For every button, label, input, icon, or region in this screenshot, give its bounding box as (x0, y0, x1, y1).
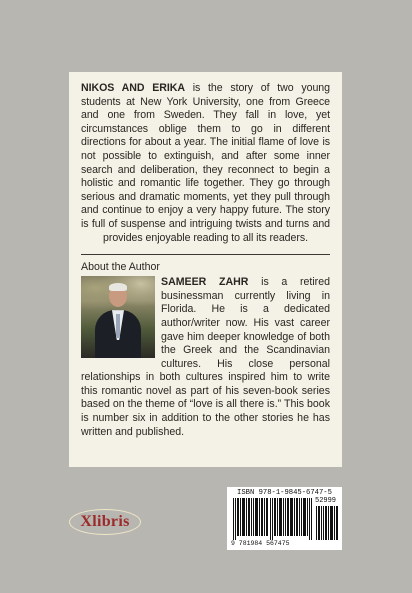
barcode-box (227, 487, 342, 550)
barcode (233, 498, 313, 540)
divider (81, 254, 330, 255)
ean-digits: 9 781984 567475 (231, 540, 290, 547)
book-title: NIKOS AND ERIKA (81, 82, 185, 94)
addon-barcode (316, 506, 338, 540)
about-heading: About the Author (81, 261, 160, 274)
synopsis (81, 82, 330, 245)
author-photo (81, 276, 155, 358)
price-code: 52999 (315, 497, 337, 505)
text-panel (69, 72, 342, 467)
synopsis-text: is the story of two young students at New York University, one from Greece and one from Sweden. They fall in love, yet circumstances oblige them to go in different directions for about a year. The initial flame of love is not possible to extinguish, and after some inner search and deliberation, they reconnect to begin a holistic and romantic life together. They go through serious and dramatic moments, yet they pull through and continue to enjoy a very happy future. The story is full of suspense and intriguing twists and turns and provides enjoyable reading to all its readers. (81, 82, 330, 244)
isbn-text: ISBN 978-1-9845-6747-5 (237, 489, 332, 497)
author-name: SAMEER ZAHR (161, 276, 249, 289)
author-section (81, 276, 330, 439)
author-bio: is a retired businessman currently living in Florida. He is a dedicated author/writer now. His vast career gave him deeper knowledge of both the Greek and the Scandinavian cultures. His close personal relationships in both cultures inspired him to write this romantic novel as part of his seven-book series based on the theme of “love is all there is.” This book is number six in addition to the other stories he has written and published. (81, 276, 330, 438)
publisher-logo: Xlibris (69, 509, 141, 535)
